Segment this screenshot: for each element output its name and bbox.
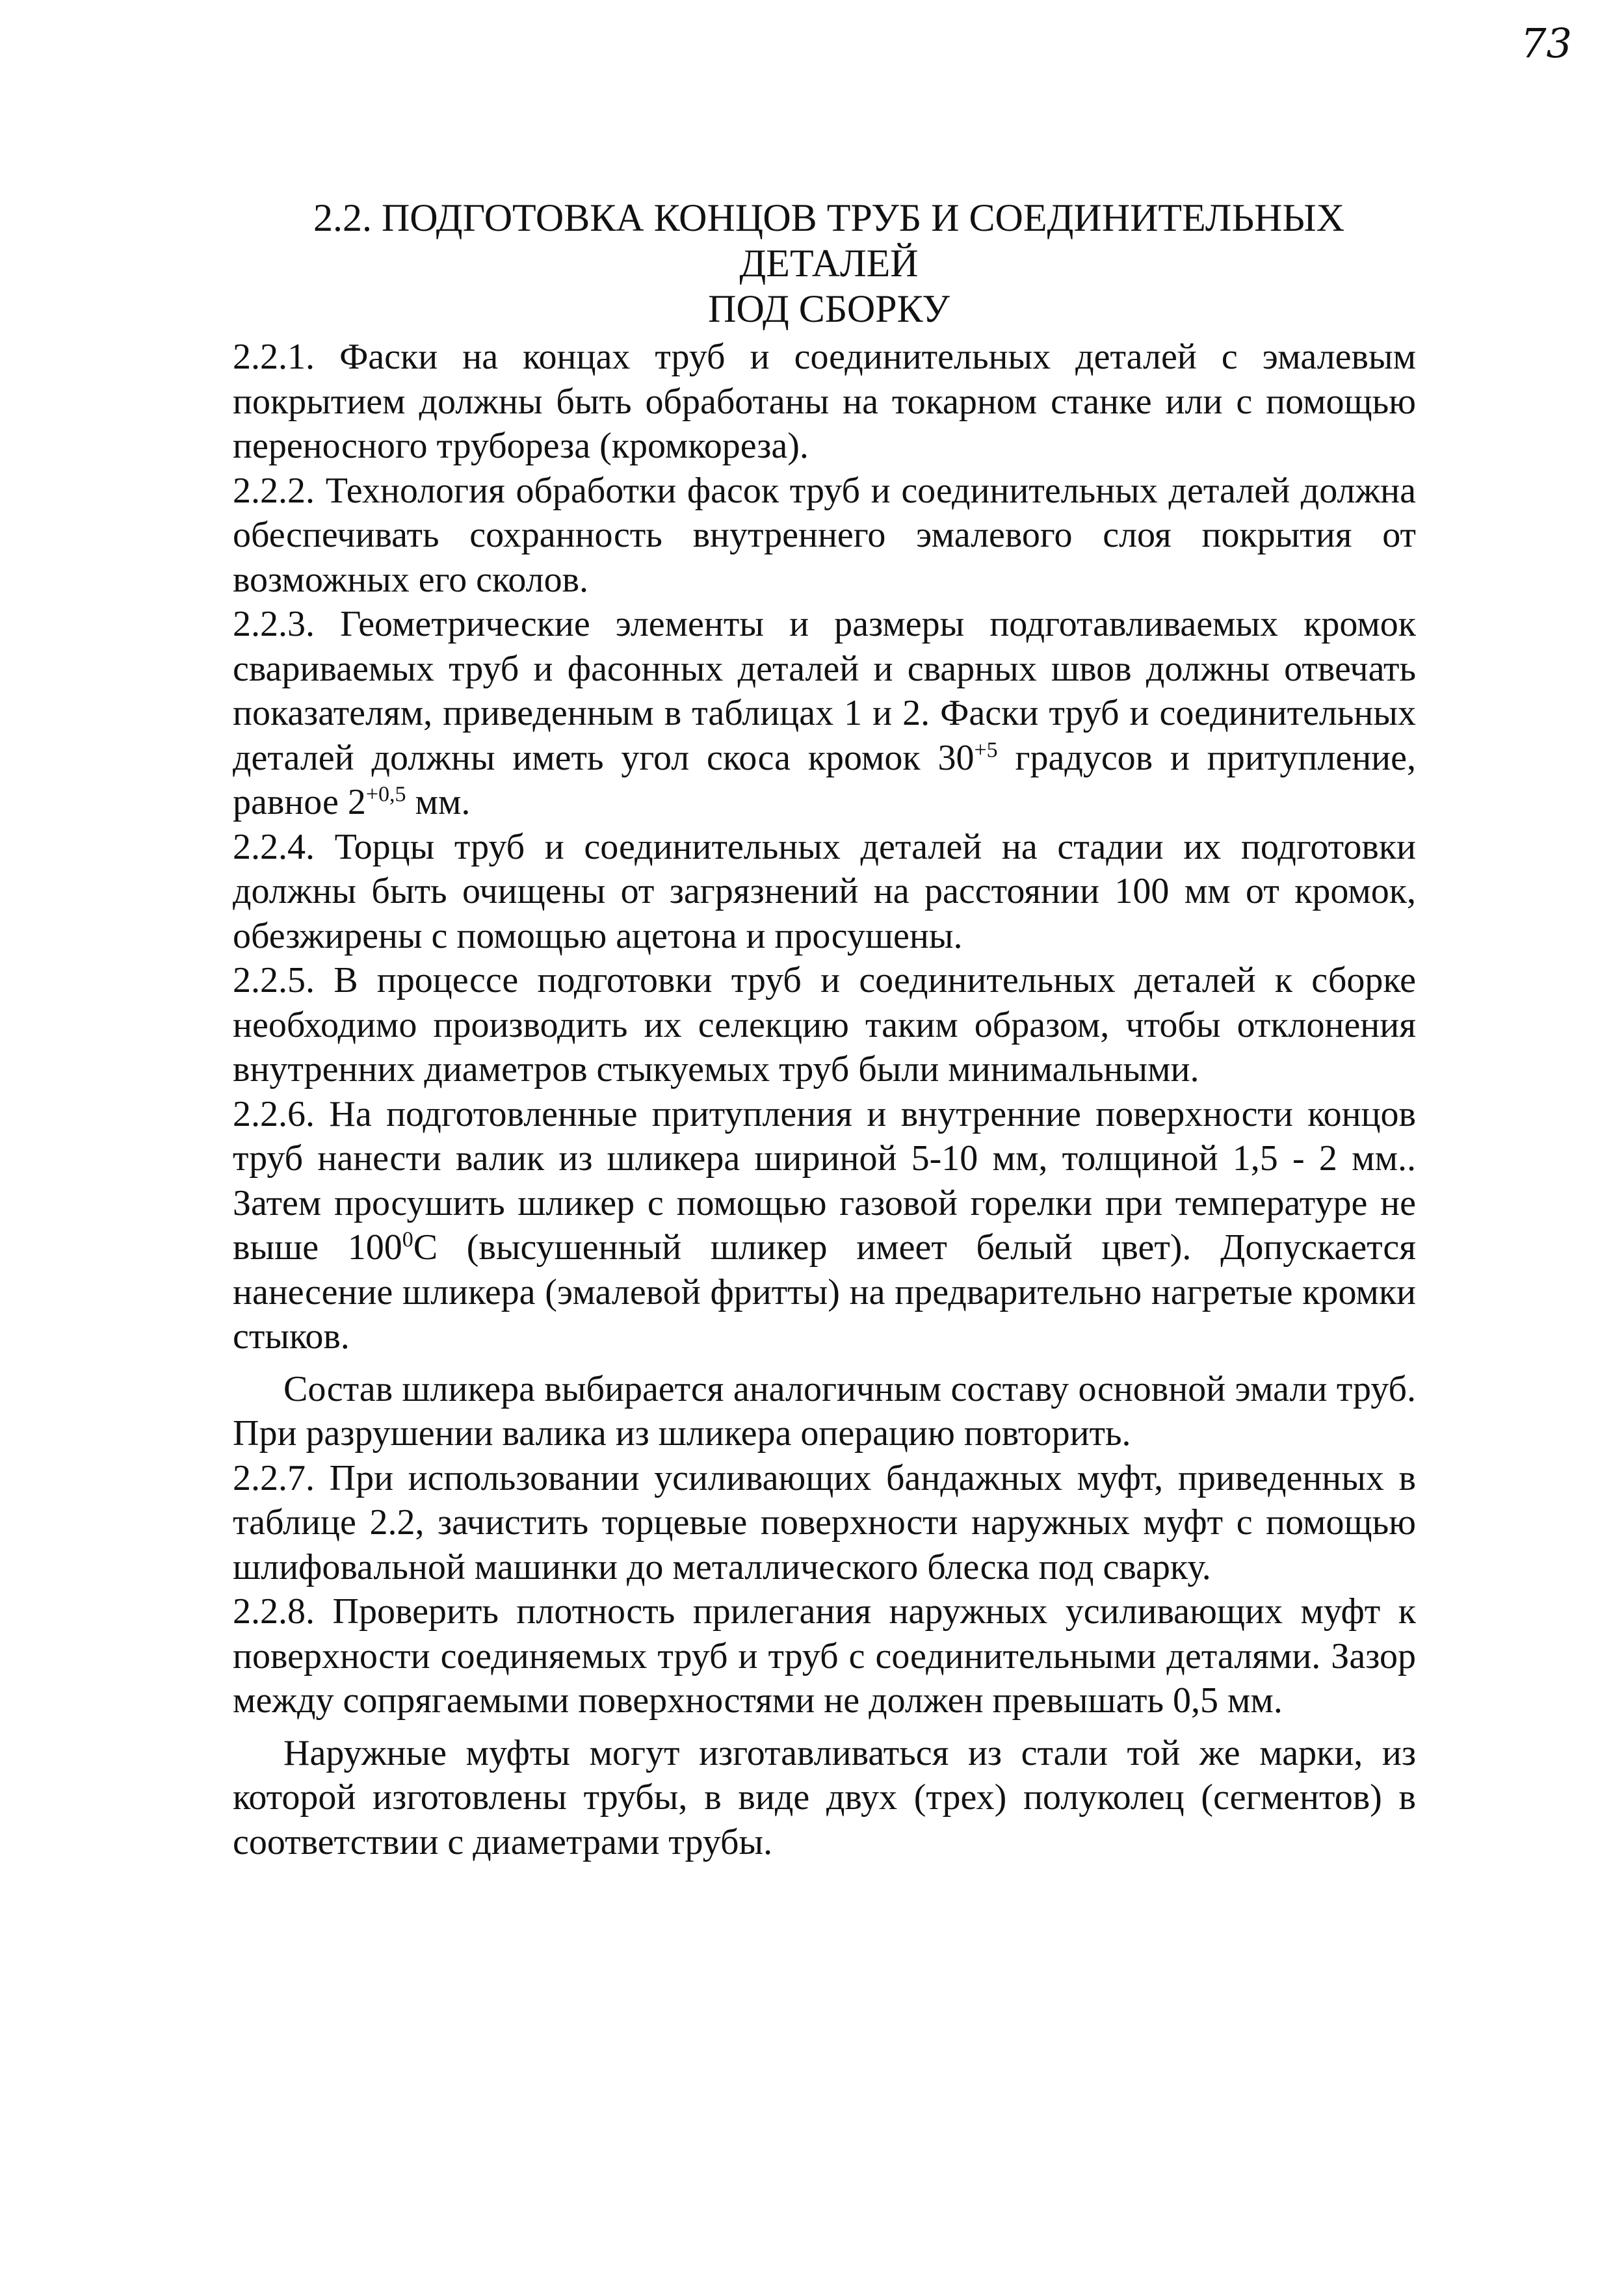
section-title-line-2: ПОД СБОРКУ [708, 287, 950, 330]
paragraph-2-2-7: 2.2.7. При использовании усиливающих бандажных муфт, приведенных в таблице 2.2, зачистить торцевые поверхности наружных муфт с помощью шлифовальной машинки до металлического блеска под сварку. [233, 1457, 1416, 1587]
paragraph-slip-composition: Состав шликера выбирается аналогичным составу основной эмали труб. При разрушении валика из шликера операцию повторить. [233, 1368, 1416, 1453]
document-body [233, 335, 1416, 1864]
paragraph-2-2-3-text-2: градусов и притупление, равное [233, 737, 1416, 822]
blunting-tolerance: +0,5 [365, 782, 406, 807]
paragraph-2-2-6 [233, 1092, 1416, 1359]
paragraph-outer-couplings: Наружные муфты могут изготавливаться из стали той же марки, из которой изготовлены трубы, в виде двух (трех) полуколец (сегментов) в соответствии с диаметрами трубы. [233, 1732, 1416, 1862]
paragraph-2-2-3-text-3: мм. [406, 782, 471, 822]
blunting-value: 2 [347, 782, 366, 822]
bevel-angle-tolerance: +5 [974, 737, 998, 762]
paragraph-2-2-3 [233, 602, 1416, 825]
paragraph-2-2-3-text-1: 2.2.3. Геометрические элементы и размеры подготавливаемых кромок свариваемых труб и фасонных деталей и сварных швов должны отвечать показателям, приведенным в таблицах 1 и 2. Фаски труб и соединительных деталей должны иметь угол скоса кромок [233, 604, 1416, 778]
page-number: 73 [1521, 20, 1572, 67]
degree-superscript: 0 [402, 1227, 413, 1252]
bevel-angle-value: 30 [937, 737, 975, 778]
paragraph-2-2-5: 2.2.5. В процессе подготовки труб и соединительных деталей к сборке необходимо производить их селекцию таким образом, чтобы отклонения внутренних диаметров стыкуемых труб были минимальными. [233, 960, 1416, 1089]
paragraph-2-2-1: 2.2.1. Фаски на концах труб и соединительных деталей с эмалевым покрытием должны быть обработаны на токарном станке или с помощью переносного трубореза (кромкореза). [233, 337, 1416, 466]
paragraph-2-2-2: 2.2.2. Технология обработки фасок труб и соединительных деталей должна обеспечивать сохранность внутреннего эмалевого слоя покрытия от возможных его сколов. [233, 470, 1416, 600]
section-title [234, 195, 1424, 332]
paragraph-2-2-6-text-1: 2.2.6. На подготовленные притупления и внутренние поверхности концов труб нанести валик из шликера шириной 5-10 мм, толщиной 1,5 - 2 мм.. Затем просушить шликер с помощью газовой горелки при температуре не выше 100 [233, 1093, 1416, 1268]
paragraph-2-2-6-text-2: С (высушенный шликер имеет белый цвет). Допускается нанесение шликера (эмалевой фритты) на предварительно нагретые кромки стыков. [233, 1227, 1416, 1357]
section-title-line-1: 2.2. ПОДГОТОВКА КОНЦОВ ТРУБ И СОЕДИНИТЕЛЬНЫХ ДЕТАЛЕЙ [313, 196, 1345, 285]
paragraph-2-2-4: 2.2.4. Торцы труб и соединительных деталей на стадии их подготовки должны быть очищены от загрязнений на расстоянии 100 мм от кромок, обезжирены с помощью ацетона и просушены. [233, 826, 1416, 956]
paragraph-2-2-8: 2.2.8. Проверить плотность прилегания наружных усиливающих муфт к поверхности соединяемых труб и труб с соединительными деталями. Зазор между сопрягаемыми поверхностями не должен превышать 0,5 мм. [233, 1591, 1416, 1721]
